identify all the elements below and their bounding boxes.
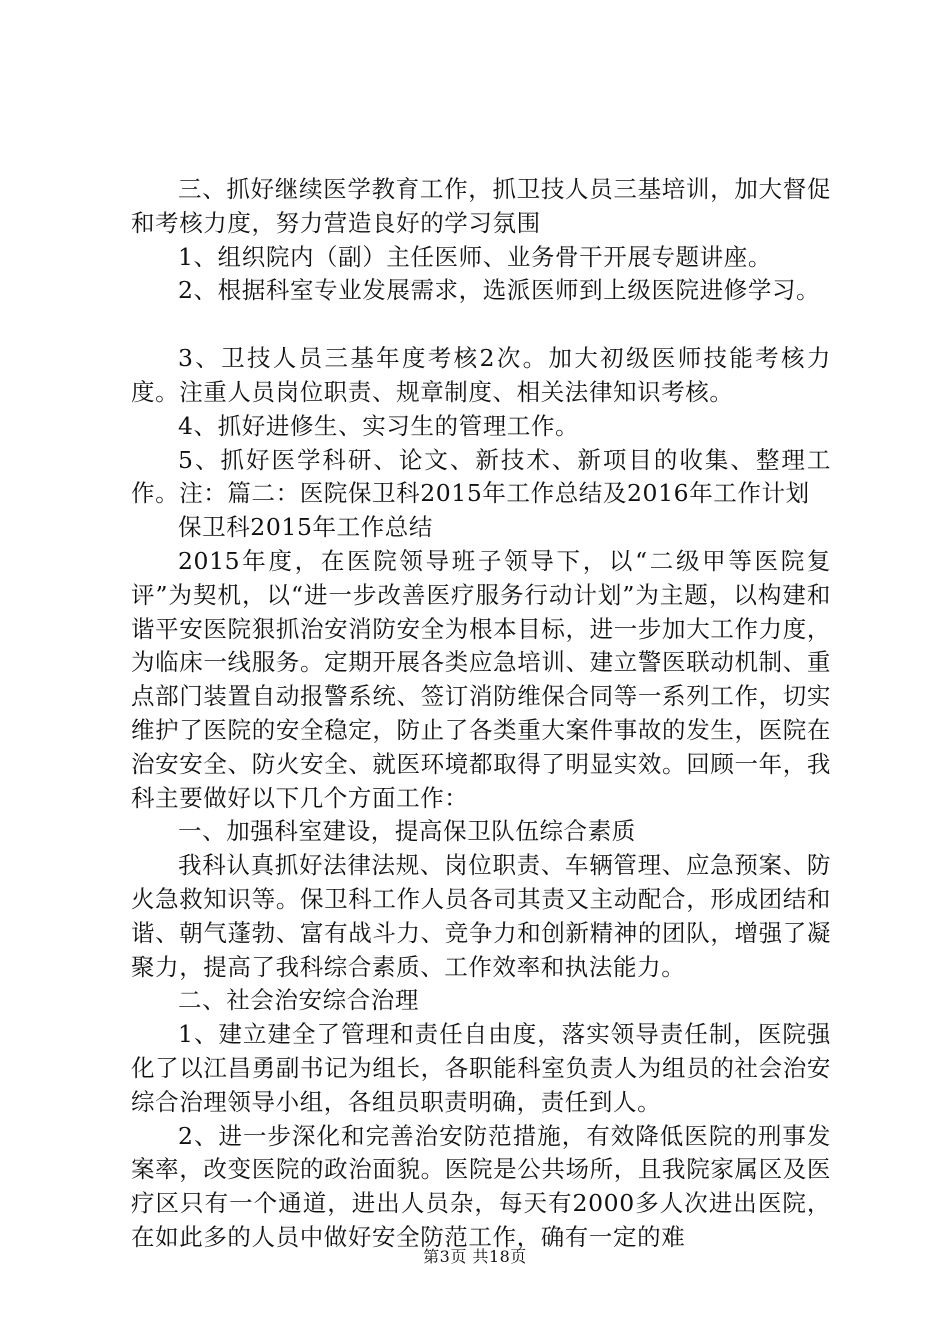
paragraph-gap <box>131 308 831 342</box>
paragraph-section-two-heading: 二、社会治安综合治理 <box>178 986 419 1015</box>
paragraph-item-3: 3、卫技人员三基年度考核2次。加大初级医师技能考核力度。注重人员岗位职责、规章制度、相关法律知识考核。 <box>131 344 831 406</box>
paragraph-item-2: 2、根据科室专业发展需求，选派医师到上级医院进修学习。 <box>178 276 821 305</box>
paragraph-annual-overview: 2015年度，在医院领导班子领导下，以“二级甲等医院复评”为契机，以“进一步改善医疗服务行动计划”为主题，以构建和谐平安医院狠抓治安消防安全为根本目标，进一步加大工作力度，为临床一线服务。定期开展各类应急培训、建立警医联动机制、重点部门装置自动报警系统、签订消防维保合同等一系列工作，切实维护了医院的安全稳定，防止了各类重大案件事故的发生，医院在治安安全、防火安全、就医环境都取得了明显实效。回顾一年，我科主要做好以下几个方面工作： <box>131 546 831 812</box>
paragraph-section-one-body: 我科认真抓好法律法规、岗位职责、车辆管理、应急预案、防火急救知识等。保卫科工作人员各司其责又主动配合，形成团结和谐、朝气蓬勃、富有战斗力、竞争力和创新精神的团队，增强了凝聚力，提高了我科综合素质、工作效率和执法能力。 <box>131 851 831 981</box>
paragraph-section-two-item-1: 1、建立建全了管理和责任自由度，落实领导责任制，医院强化了以江昌勇副书记为组长，各职能科室负责人为组员的社会治安综合治理领导小组，各组员职责明确，责任到人。 <box>131 1020 831 1116</box>
paragraph-section-two-item-2: 2、进一步深化和完善治安防范措施，有效降低医院的刑事发案率，改变医院的政治面貌。医院是公共场所，且我院家属区及医疗区只有一个通道，进出人员杂，每天有2000多人次进出医院，在如此多的人员中做好安全防范工作，确有一定的难 <box>131 1121 831 1251</box>
paragraph-item-4: 4、抓好进修生、实习生的管理工作。 <box>178 411 580 440</box>
page-number-footer: 第3页 共18页 <box>423 1247 527 1266</box>
document-body <box>131 173 831 1255</box>
paragraph-section-three-heading: 三、抓好继续医学教育工作，抓卫技人员三基培训，加大督促和考核力度，努力营造良好的学习氛围 <box>131 175 831 237</box>
paragraph-item-1: 1、组织院内（副）主任医师、业务骨干开展专题讲座。 <box>178 242 772 271</box>
paragraph-section-one-heading: 一、加强科室建设，提高保卫队伍综合素质 <box>178 817 636 846</box>
paragraph-item-5: 5、抓好医学科研、论文、新技术、新项目的收集、整理工作。注：篇二：医院保卫科2015年工作总结及2016年工作计划 <box>131 445 831 508</box>
paragraph-summary-title: 保卫科2015年工作总结 <box>178 513 434 542</box>
